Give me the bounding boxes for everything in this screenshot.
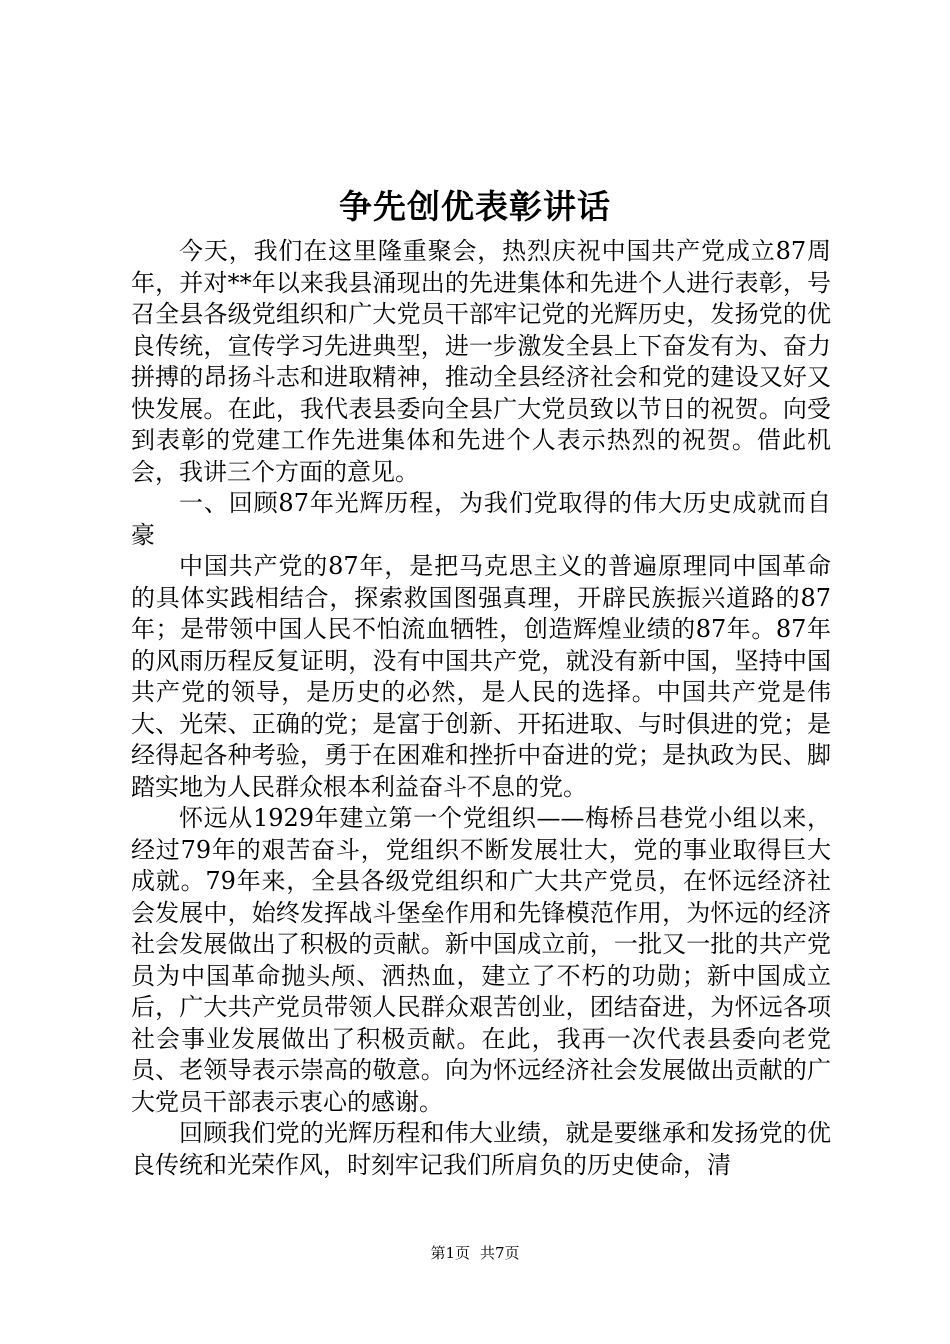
section-heading-1: 一、回顾87年光辉历程，为我们党取得的伟大历史成就而自豪	[131, 489, 831, 549]
paragraph-review: 回顾我们党的光辉历程和伟大业绩，就是要继承和发扬党的优良传统和光荣作风，时刻牢记我们所肩负的历史使命，清	[131, 1119, 831, 1179]
document-body	[131, 236, 831, 1181]
page-total: 共7页	[480, 1244, 520, 1262]
paragraph-local-history: 怀远从1929年建立第一个党组织——梅桥吕巷党小组以来，经过79年的艰苦奋斗，党组织不断发展壮大，党的事业取得巨大成就。79年来，全县各级党组织和广大共产党员，在怀远经济社会发展中，始终发挥战斗堡垒作用和先锋模范作用，为怀远的经济社会发展做出了积极的贡献。新中国成立前，一批又一批的共产党员为中国革命抛头颅、洒热血，建立了不朽的功勋；新中国成立后，广大共产党员带领人民群众艰苦创业，团结奋进，为怀远各项社会事业发展做出了积极贡献。在此，我再一次代表县委向老党员、老领导表示崇高的敬意。向为怀远经济社会发展做出贡献的广大党员干部表示衷心的感谢。	[131, 804, 831, 1116]
page-footer	[0, 1243, 950, 1263]
page-number: 第1页	[430, 1244, 470, 1262]
document-title: 争先创优表彰讲话	[339, 187, 611, 226]
paragraph-intro: 今天，我们在这里隆重聚会，热烈庆祝中国共产党成立87周年，并对**年以来我县涌现出的先进集体和先进个人进行表彰，号召全县各级党组织和广大党员干部牢记党的光辉历史，发扬党的优良传统，宣传学习先进典型，进一步激发全县上下奋发有为、奋力拼搏的昂扬斗志和进取精神，推动全县经济社会和党的建设又好又快发展。在此，我代表县委向全县广大党员致以节日的祝贺。向受到表彰的党建工作先进集体和先进个人表示热烈的祝贺。借此机会，我讲三个方面的意见。	[131, 237, 831, 486]
paragraph-party-history: 中国共产党的87年，是把马克思主义的普遍原理同中国革命的具体实践相结合，探索救国图强真理，开辟民族振兴道路的87年；是带领中国人民不怕流血牺牲，创造辉煌业绩的87年。87年的风雨历程反复证明，没有中国共产党，就没有新中国，坚持中国共产党的领导，是历史的必然，是人民的选择。中国共产党是伟大、光荣、正确的党；是富于创新、开拓进取、与时俱进的党；是经得起各种考验，勇于在困难和挫折中奋进的党；是执政为民、脚踏实地为人民群众根本利益奋斗不息的党。	[131, 552, 831, 801]
